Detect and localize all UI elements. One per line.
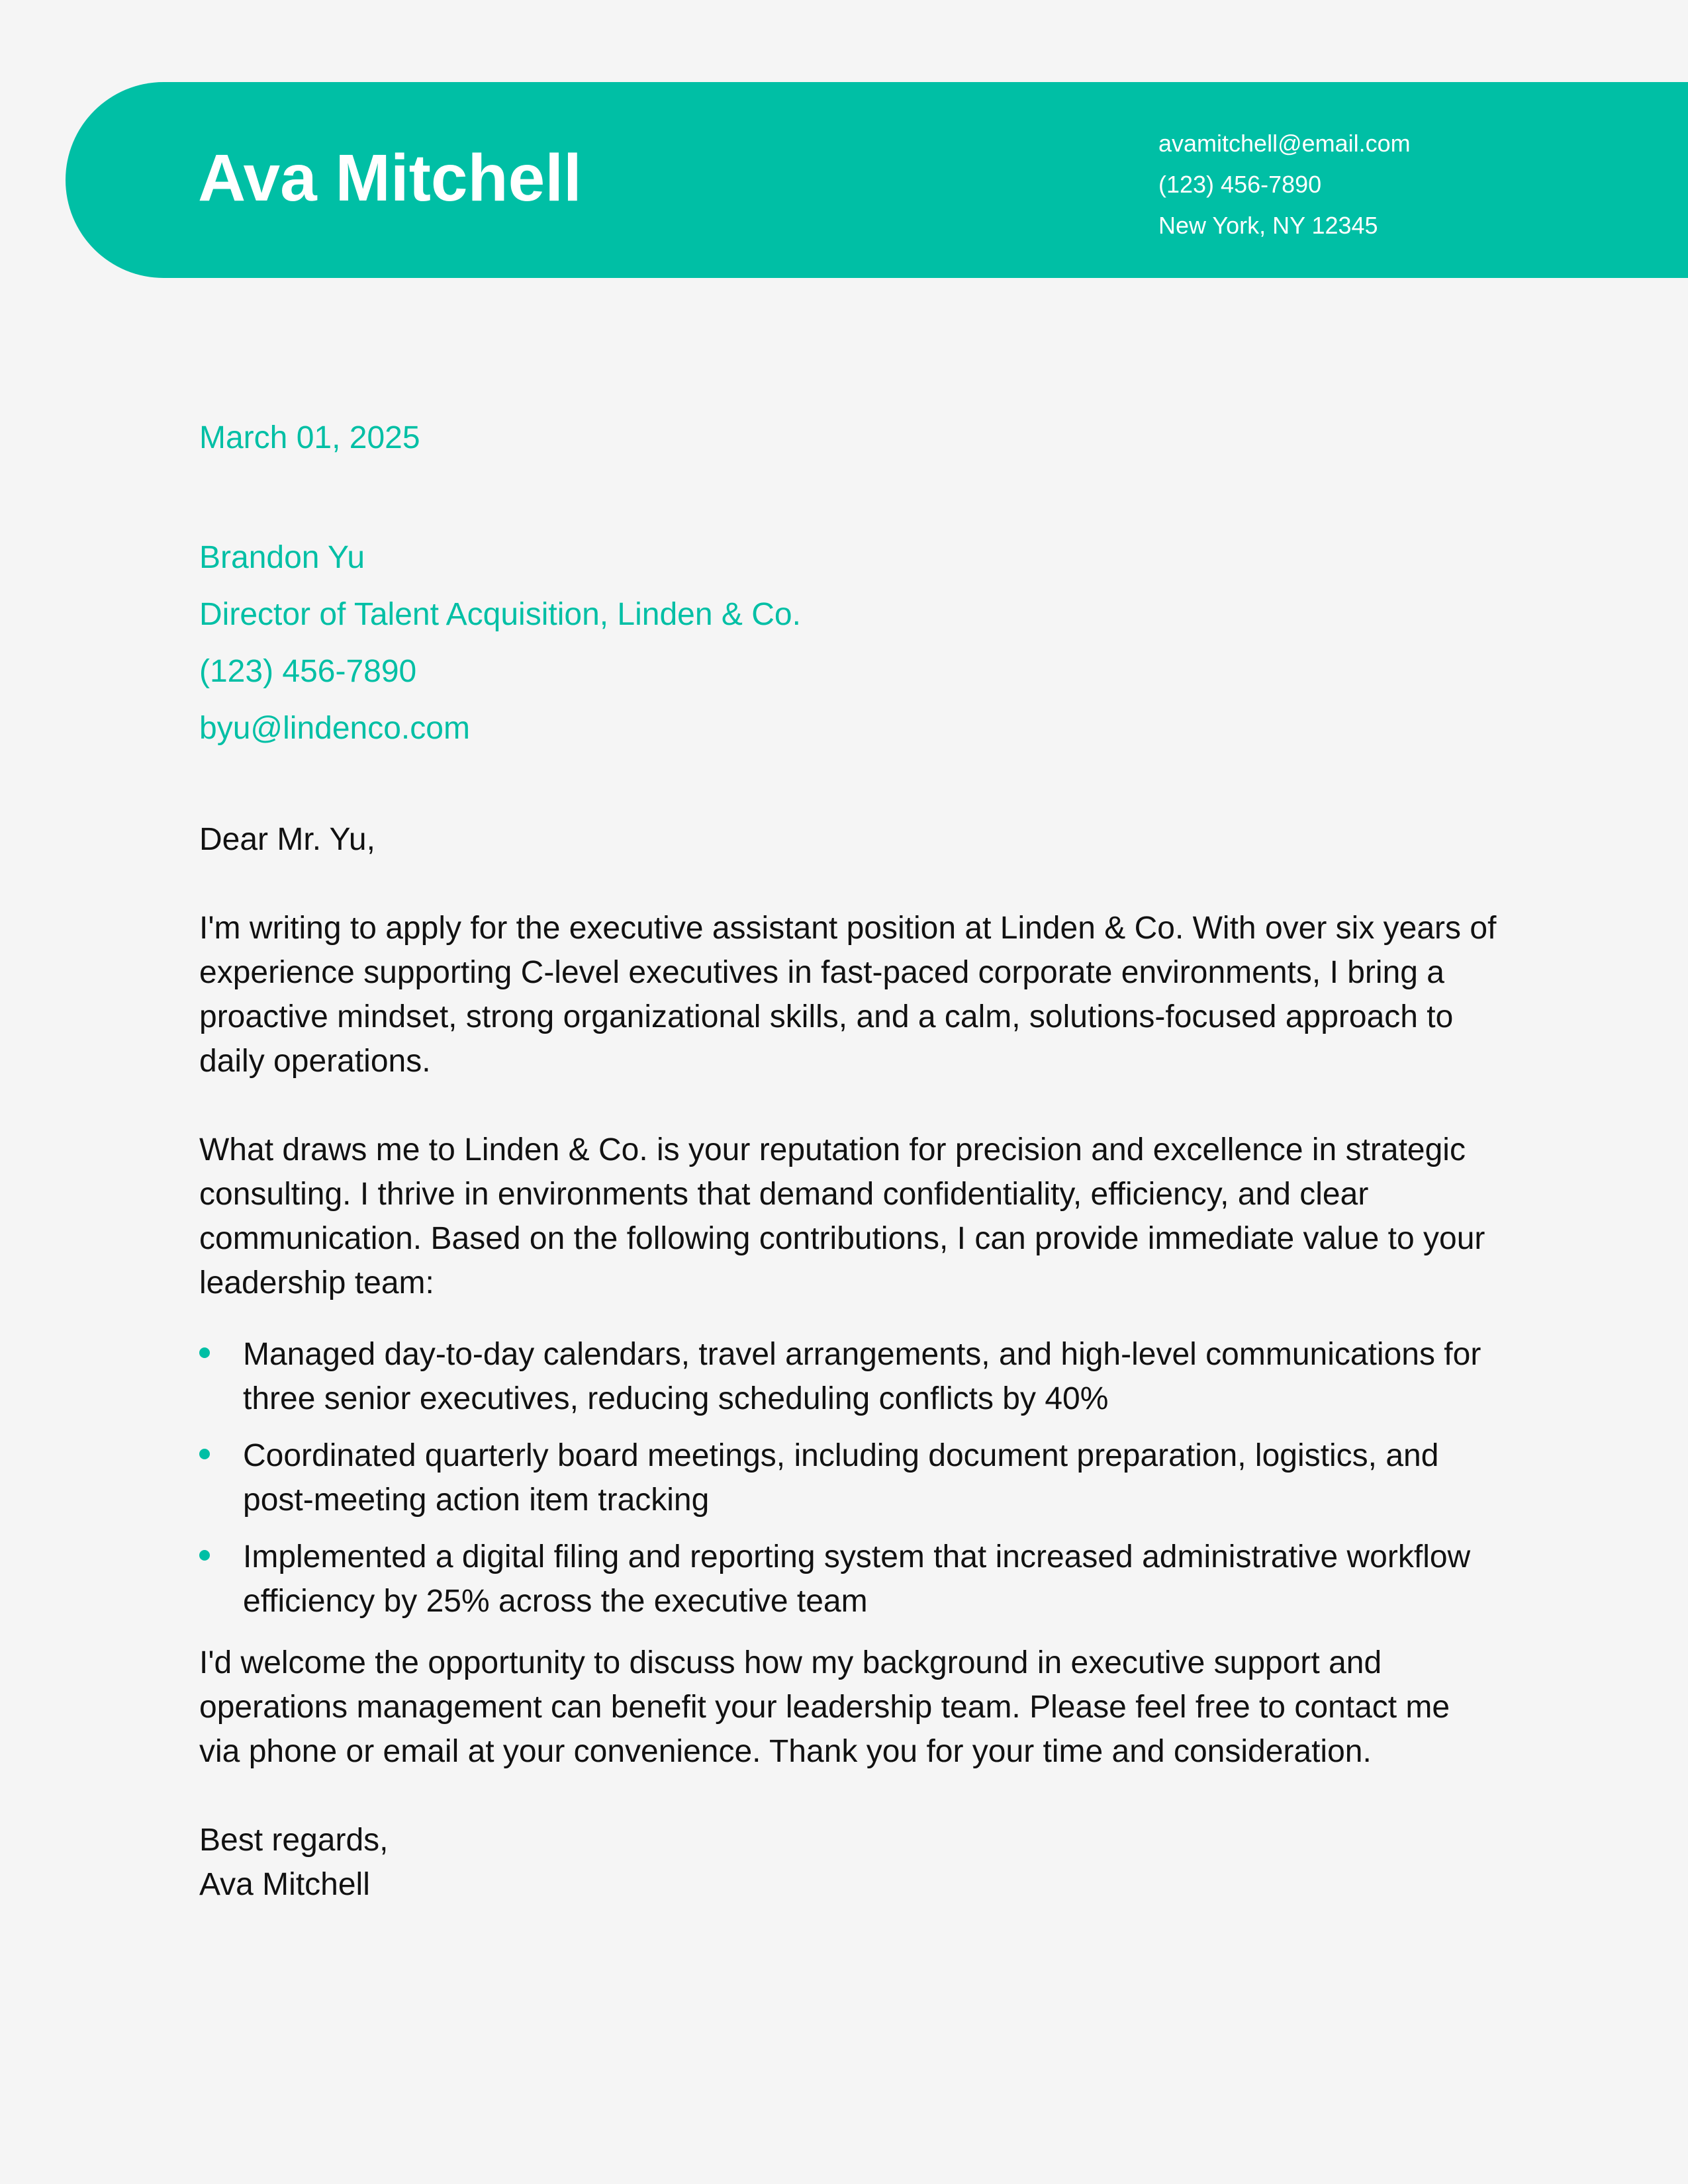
letter-body [199,817,1497,1907]
bullet-dot-icon [199,1550,210,1561]
sender-name: Ava Mitchell [198,141,582,215]
list-item-text: Managed day-to-day calendars, travel arrangements, and high-level communications for three senior executives, reducing scheduling conflicts by 40% [243,1337,1481,1416]
bullet-dot-icon [199,1347,210,1358]
bullet-dot-icon [199,1449,210,1459]
paragraph-motivation: What draws me to Linden & Co. is your reputation for precision and excellence in strategic consulting. I thrive in environments that demand confidentiality, efficiency, and clear communication. Based on the following contributions, I can provide immediate value to your leadership team: [199,1132,1485,1300]
paragraph-intro: I'm writing to apply for the executive assistant position at Linden & Co. With over six years of experience supporting C-level executives in fast-paced corporate environments, I bring a proactive mindset, strong organizational skills, and a calm, solutions-focused approach to daily operations. [199,911,1497,1079]
list-item [199,1535,1497,1623]
paragraph-closing: I'd welcome the opportunity to discuss how my background in executive support and operations management can benefit your leadership team. Please feel free to contact me via phone or email at your convenience. Thank you for your time and consideration. [199,1645,1450,1769]
recipient-block [199,529,801,757]
greeting: Dear Mr. Yu, [199,822,375,857]
signoff: Best regards, [199,1823,389,1858]
sender-location: New York, NY 12345 [1158,212,1378,239]
signature: Ava Mitchell [199,1867,370,1902]
recipient-phone: (123) 456-7890 [199,654,417,689]
list-item [199,1433,1497,1522]
sender-contact-block [1158,123,1411,246]
recipient-title: Director of Talent Acquisition, Linden & Co. [199,597,801,632]
recipient-email: byu@lindenco.com [199,711,470,746]
contributions-list [199,1332,1497,1623]
list-item [199,1332,1497,1421]
signoff-block [199,1818,1497,1907]
sender-phone: (123) 456-7890 [1158,171,1322,198]
recipient-name: Brandon Yu [199,540,365,575]
letter-date: March 01, 2025 [199,420,420,455]
header-band [66,82,1688,278]
list-item-text: Implemented a digital filing and reporting system that increased administrative workflow efficiency by 25% across the executive team [243,1539,1471,1619]
sender-email: avamitchell@email.com [1158,130,1411,157]
list-item-text: Coordinated quarterly board meetings, including document preparation, logistics, and post-meeting action item tracking [243,1438,1439,1518]
